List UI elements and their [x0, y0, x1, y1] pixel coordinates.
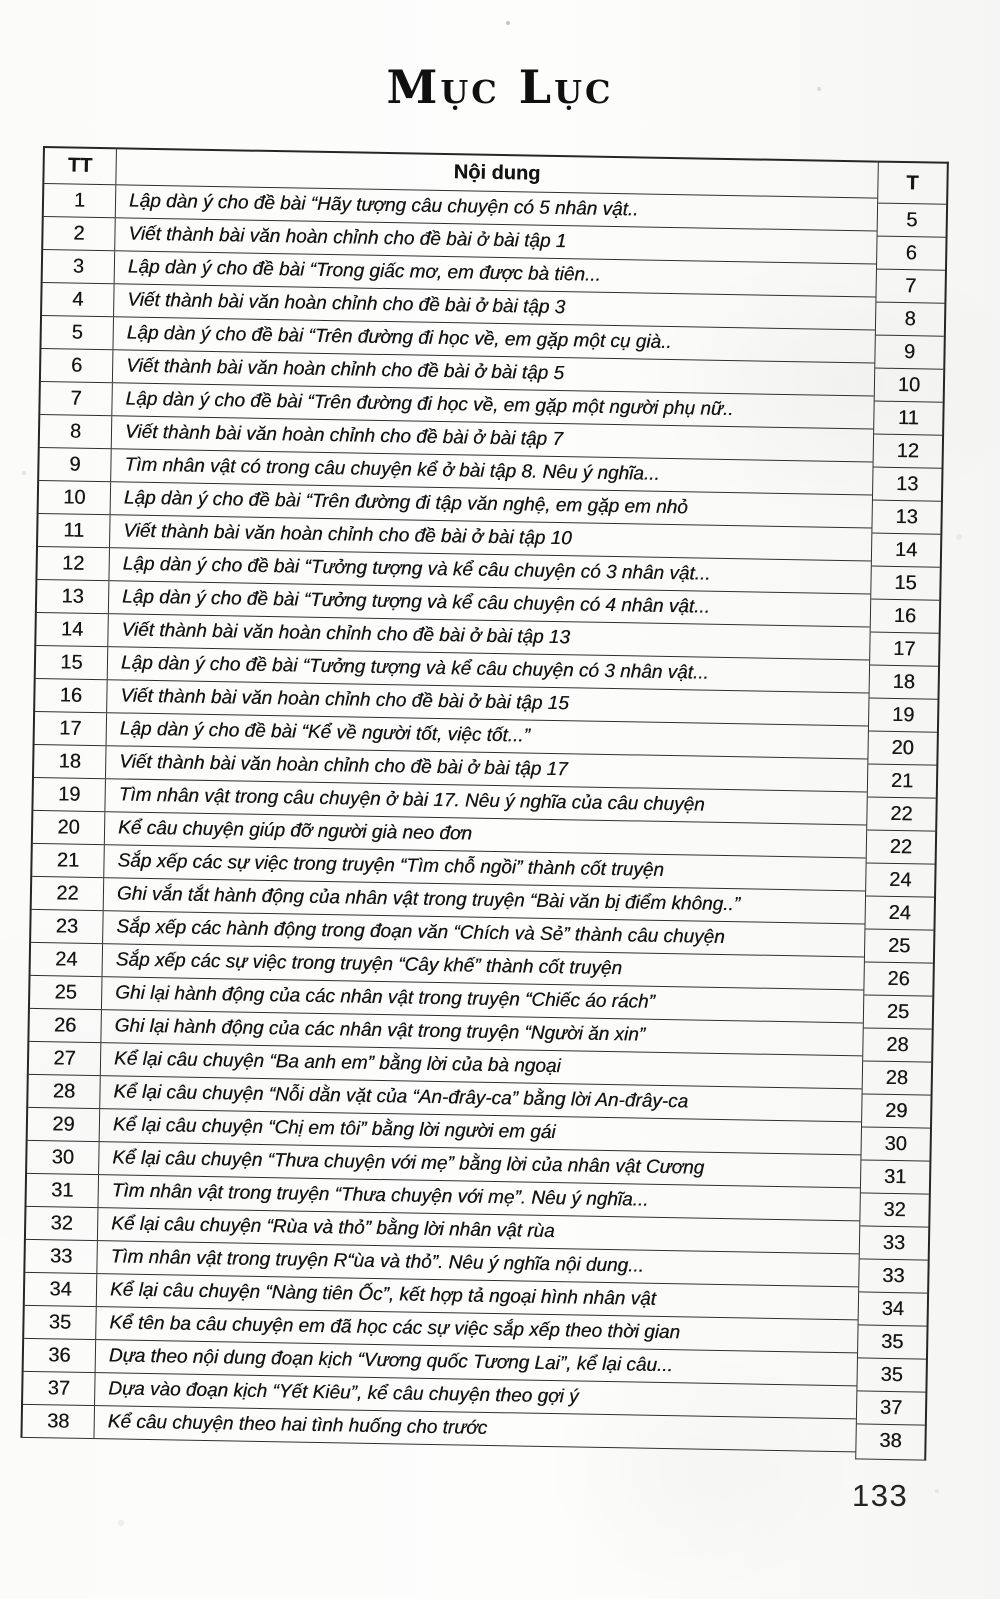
row-content: Kể lại câu chuyện “Chị em tôi” bằng lời người em gái — [112, 1114, 556, 1144]
row-content: Viết thành bài văn hoàn chỉnh cho đề bài ở bài tập 13 — [121, 619, 571, 649]
row-content: Viết thành bài văn hoàn chỉnh cho đề bài ở bài tập 10 — [123, 520, 572, 550]
row-content: Lập dàn ý cho đề bài “Kể về người tốt, việc tốt...” — [119, 718, 531, 747]
row-number: 25 — [30, 976, 103, 1009]
page-number-cell: 38 — [879, 1429, 902, 1453]
row-content: Viết thành bài văn hoàn chỉnh cho đề bài ở bài tập 15 — [120, 685, 570, 715]
row-content: Dựa theo nội dung đoạn kịch “Vương quốc Tương Lai”, kể lại câu... — [108, 1345, 673, 1377]
page-number-cell: 24 — [866, 863, 935, 897]
page-number-cell: 15 — [871, 567, 940, 601]
page-number-cell: 33 — [860, 1226, 929, 1260]
row-number: 5 — [41, 316, 114, 349]
row-content: Lập dàn ý cho đề bài “Trên đường đi tập văn nghệ, em gặp em nhỏ — [123, 487, 688, 519]
page-number-cell: 24 — [865, 896, 934, 930]
row-content: Sắp xếp các sự việc trong truyện “Tìm chỗ ngồi” thành cốt truyện — [117, 850, 665, 881]
page-number-cell: 13 — [872, 501, 941, 535]
page-number-cell: 31 — [861, 1160, 930, 1194]
row-content: Viết thành bài văn hoàn chỉnh cho đề bài ở bài tập 1 — [128, 223, 567, 253]
table-rows — [22, 184, 877, 1452]
row-content: Kể câu chuyện giúp đỡ người già neo đơn — [117, 817, 473, 845]
page-number-cell: 34 — [859, 1292, 928, 1326]
row-content: Sắp xếp các hành động trong đoạn văn “Chích và Sẻ” thành câu chuyện — [116, 916, 725, 949]
page-number-cell: 7 — [876, 270, 945, 304]
row-number: 7 — [40, 382, 113, 415]
page-number-cell: 25 — [865, 929, 934, 963]
row-content: Ghi lại hành động của các nhân vật trong truyện “Người ăn xin” — [114, 1015, 646, 1046]
row-number: 21 — [32, 844, 105, 877]
row-content: Kể tên ba câu chuyện em đã học các sự việc sắp xếp theo thời gian — [109, 1312, 681, 1344]
page-number-cell: 16 — [871, 600, 940, 634]
folio-page-number: 133 — [852, 1478, 909, 1513]
page-number-cell: 10 — [875, 369, 944, 403]
row-number: 10 — [39, 481, 112, 514]
page-title: Mục Lục — [386, 60, 614, 114]
row-content: Kể lại câu chuyện “Nàng tiên Ốc”, kết hợp tả ngoại hình nhân vật — [109, 1279, 657, 1310]
row-content: Lập dàn ý cho đề bài “Tưởng tượng và kể câu chuyện có 3 nhân vật... — [120, 652, 709, 684]
row-number: 31 — [27, 1174, 100, 1207]
row-content: Viết thành bài văn hoàn chỉnh cho đề bài ở bài tập 17 — [119, 751, 568, 781]
row-content: Lập dàn ý cho đề bài “Trong giấc mơ, em được bà tiên... — [127, 256, 601, 286]
page-number-cell: 12 — [874, 435, 943, 469]
page-number-cell: 33 — [859, 1259, 928, 1293]
row-number: 35 — [24, 1306, 97, 1339]
row-content: Kể lại câu chuyện “Nỗi dằn vặt của “An-đrây-ca” bằng lời An-đrây-ca — [113, 1081, 689, 1113]
row-number: 23 — [31, 910, 104, 943]
page-number-cell: 17 — [870, 633, 939, 667]
row-number: 4 — [42, 283, 115, 316]
page-number-cell: 8 — [876, 303, 945, 337]
page-number-cell: 35 — [858, 1325, 927, 1359]
row-content: Tìm nhân vật trong truyện R“ùa và thỏ”. Nêu ý nghĩa nội dung... — [110, 1246, 645, 1277]
row-content: Lập dàn ý cho đề bài “Hãy tượng câu chuyện có 5 nhân vật.. — [128, 190, 639, 221]
page-number-cell: 19 — [869, 699, 938, 733]
row-number: 32 — [26, 1207, 99, 1240]
page-number-cell: 9 — [875, 336, 944, 370]
row-number: 36 — [24, 1339, 97, 1372]
row-number: 34 — [25, 1273, 98, 1306]
row-content: Lập dàn ý cho đề bài “Tưởng tượng và kể câu chuyện có 3 nhân vật... — [122, 553, 711, 585]
row-number: 12 — [37, 547, 110, 580]
page-number-cell: 11 — [874, 402, 943, 436]
row-content: Lập dàn ý cho đề bài “Tưởng tượng và kể câu chuyện có 4 nhân vật... — [121, 586, 711, 618]
row-number: 22 — [32, 877, 105, 910]
page-number-cell: 18 — [869, 666, 938, 700]
row-number: 13 — [37, 580, 110, 613]
row-number: 15 — [36, 646, 109, 679]
page-number-cell: 29 — [862, 1094, 931, 1128]
page-number-cell: 14 — [872, 534, 941, 568]
row-content: Ghi vắn tắt hành động của nhân vật trong truyện “Bài văn bị điểm không..” — [116, 883, 741, 916]
row-number: 20 — [33, 811, 106, 844]
page-number-cell: 26 — [864, 962, 933, 996]
page-number-cell: 22 — [867, 830, 936, 864]
row-content: Dựa vào đoạn kịch “Yết Kiêu”, kể câu chuyện theo gợi ý — [108, 1378, 579, 1408]
row-number: 37 — [23, 1372, 96, 1405]
row-number: 8 — [40, 415, 113, 448]
scan-noise — [0, 0, 2, 2]
column-header-tt: TT — [44, 148, 117, 184]
row-number: 24 — [31, 943, 104, 976]
page-number-cell: 32 — [860, 1193, 929, 1227]
row-content: Lập dàn ý cho đề bài “Trên đường đi học về, em gặp một người phụ nữ.. — [125, 388, 734, 421]
row-number: 33 — [25, 1240, 98, 1273]
row-number: 6 — [41, 349, 114, 382]
row-content: Kể lại câu chuyện “Ba anh em” bằng lời của bà ngoại — [113, 1048, 561, 1078]
row-number: 14 — [36, 613, 109, 646]
row-number: 3 — [43, 250, 116, 283]
row-content: Kể lại câu chuyện “Rùa và thỏ” bằng lời nhân vật rùa — [111, 1213, 555, 1243]
row-number: 28 — [28, 1075, 101, 1108]
page-number-cell: 6 — [877, 237, 946, 271]
row-number: 19 — [33, 778, 106, 811]
row-number: 17 — [35, 712, 108, 745]
page-number-cell: 5 — [878, 204, 947, 238]
row-content: Viết thành bài văn hoàn chỉnh cho đề bài ở bài tập 5 — [125, 355, 565, 385]
row-number: 11 — [38, 514, 111, 547]
column-header-content: Nội dung — [453, 161, 541, 185]
row-content: Kể lại câu chuyện “Thưa chuyện với mẹ” bằng lời của nhân vật Cương — [112, 1147, 705, 1179]
row-content: Tìm nhân vật trong truyện “Thưa chuyện với mẹ”. Nêu ý nghĩa... — [111, 1180, 649, 1211]
row-content: Ghi lại hành động của các nhân vật trong truyện “Chiếc áo rách” — [115, 982, 656, 1013]
row-content: Sắp xếp các sự việc trong truyện “Cây khế” thành cốt truyện — [115, 949, 623, 980]
row-content: Viết thành bài văn hoàn chỉnh cho đề bài ở bài tập 3 — [127, 289, 566, 319]
toc-table — [20, 146, 949, 1467]
column-header-page: T — [878, 163, 947, 205]
row-number: 29 — [28, 1108, 101, 1141]
page-number-cell: 21 — [868, 764, 937, 798]
page-number-cell: 13 — [873, 468, 942, 502]
row-number: 16 — [35, 679, 108, 712]
row-content: Tìm nhân vật trong câu chuyện ở bài 17. Nêu ý nghĩa của câu chuyện — [118, 784, 705, 816]
page-number-cell: 20 — [868, 732, 937, 766]
row-number: 1 — [44, 184, 117, 217]
row-content: Tìm nhân vật có trong câu chuyện kể ở bài tập 8. Nêu ý nghĩa... — [124, 454, 660, 485]
row-number: 9 — [39, 448, 112, 481]
page-number-cell: 30 — [861, 1127, 930, 1161]
row-content: Viết thành bài văn hoàn chỉnh cho đề bài ở bài tập 7 — [124, 421, 564, 451]
row-content: Lập dàn ý cho đề bài “Trên đường đi học về, em gặp một cụ già.. — [126, 322, 672, 353]
page-number-cell: 28 — [863, 1028, 932, 1062]
page-number-cell: 35 — [857, 1358, 926, 1392]
row-number: 18 — [34, 745, 107, 778]
row-content: Kể câu chuyện theo hai tình huống cho trước — [107, 1411, 488, 1439]
row-number: 30 — [27, 1141, 100, 1174]
toc-table-main — [20, 146, 877, 1452]
page-number-cell: 22 — [867, 797, 936, 831]
row-number: 2 — [43, 217, 116, 250]
row-number: 26 — [29, 1009, 102, 1042]
page-number-cell: 28 — [863, 1061, 932, 1095]
row-number: 38 — [22, 1405, 95, 1438]
row-number: 27 — [29, 1042, 102, 1075]
page-number-cell: 37 — [857, 1391, 926, 1425]
page-number-cell: 25 — [864, 995, 933, 1029]
